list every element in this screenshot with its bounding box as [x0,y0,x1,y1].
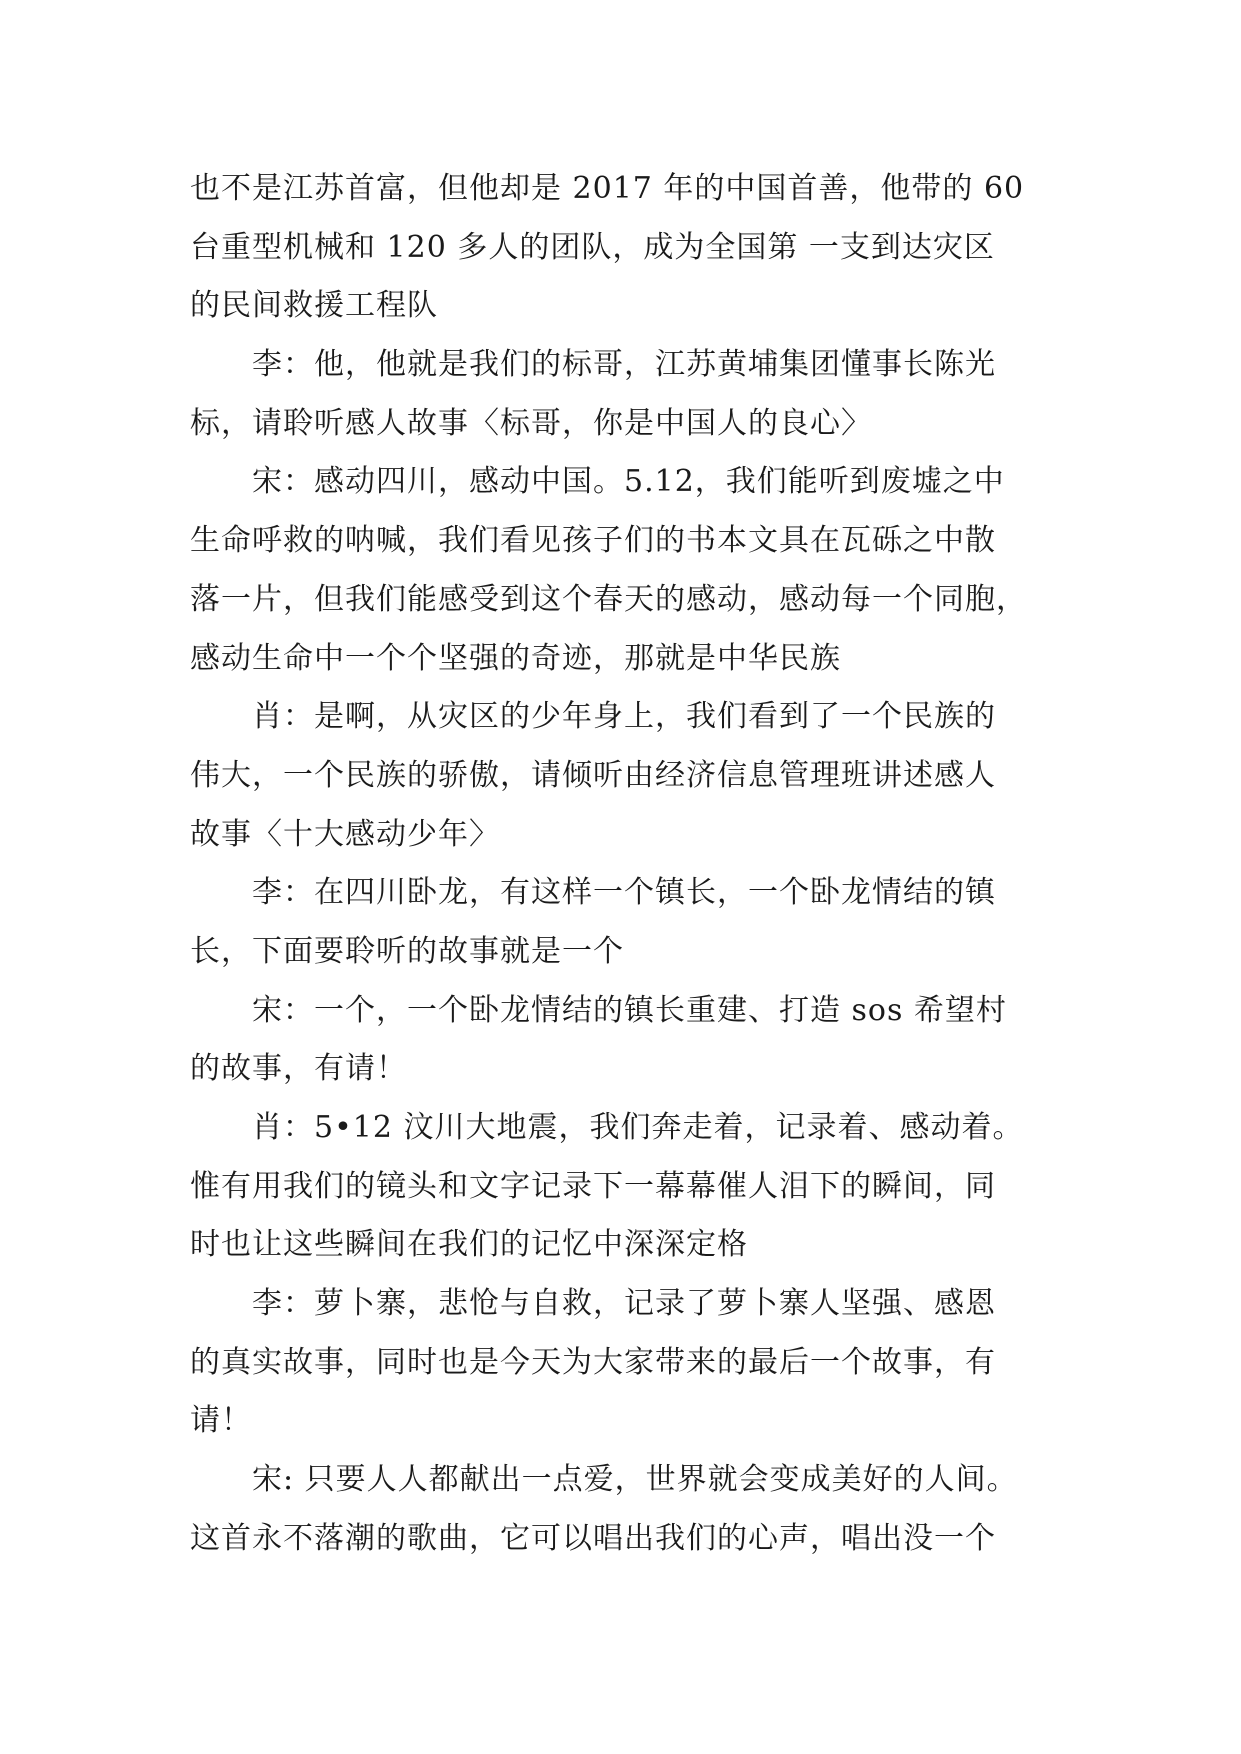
text-line: 李：他，他就是我们的标哥，江苏黄埔集团懂事长陈光 [252,347,996,383]
text-line: 请！ [190,1403,252,1439]
text-line: 肖：是啊，从灾区的少年身上，我们看到了一个民族的 [252,699,996,735]
text-line: 宋：感动四川，感动中国。5.12，我们能听到废墟之中 [252,464,1005,500]
document-body [190,160,1060,1569]
text-line: 标，请聆听感人故事〈标哥，你是中国人的良心〉 [190,405,872,441]
text-line: 时也让这些瞬间在我们的记忆中深深定格 [190,1227,748,1263]
text-line: 生命呼救的呐喊，我们看见孩子们的书本文具在瓦砾之中散 [190,523,996,559]
text-line: 肖：5•12 汶川大地震，我们奔走着，记录着、感动着。 [252,1110,1024,1145]
text-line: 长，下面要聆听的故事就是一个 [190,933,624,969]
text-line: 惟有用我们的镜头和文字记录下一幕幕催人泪下的瞬间，同 [190,1168,996,1204]
text-line: 宋: 只要人人都献出一点爱，世界就会变成美好的人间。 [252,1462,1018,1498]
text-line: 李：在四川卧龙，有这样一个镇长，一个卧龙情结的镇 [252,875,996,911]
text-line: 伟大，一个民族的骄傲，请倾听由经济信息管理班讲述感人 [190,757,996,793]
text-line: 也不是江苏首富，但他却是 2017 年的中国首善，他带的 60 [190,171,1025,206]
text-line: 的民间救援工程队 [190,288,438,324]
text-line: 的真实故事，同时也是今天为大家带来的最后一个故事，有 [190,1344,996,1380]
text-line: 李：萝卜寨，悲怆与自救，记录了萝卜寨人坚强、感恩 [252,1286,996,1322]
text-line: 感动生命中一个个坚强的奇迹，那就是中华民族 [190,640,841,676]
text-line: 这首永不落潮的歌曲，它可以唱出我们的心声，唱出没一个 [190,1520,996,1556]
text-line: 的故事，有请！ [190,1051,407,1087]
text-line: 宋：一个，一个卧龙情结的镇长重建、打造 sos 希望村 [252,992,1007,1028]
text-line: 落一片，但我们能感受到这个春天的感动，感动每一个同胞， [190,581,1027,617]
text-line: 故事〈十大感动少年〉 [190,816,500,852]
text-line: 台重型机械和 120 多人的团队，成为全国第 一支到达灾区 [190,229,995,265]
